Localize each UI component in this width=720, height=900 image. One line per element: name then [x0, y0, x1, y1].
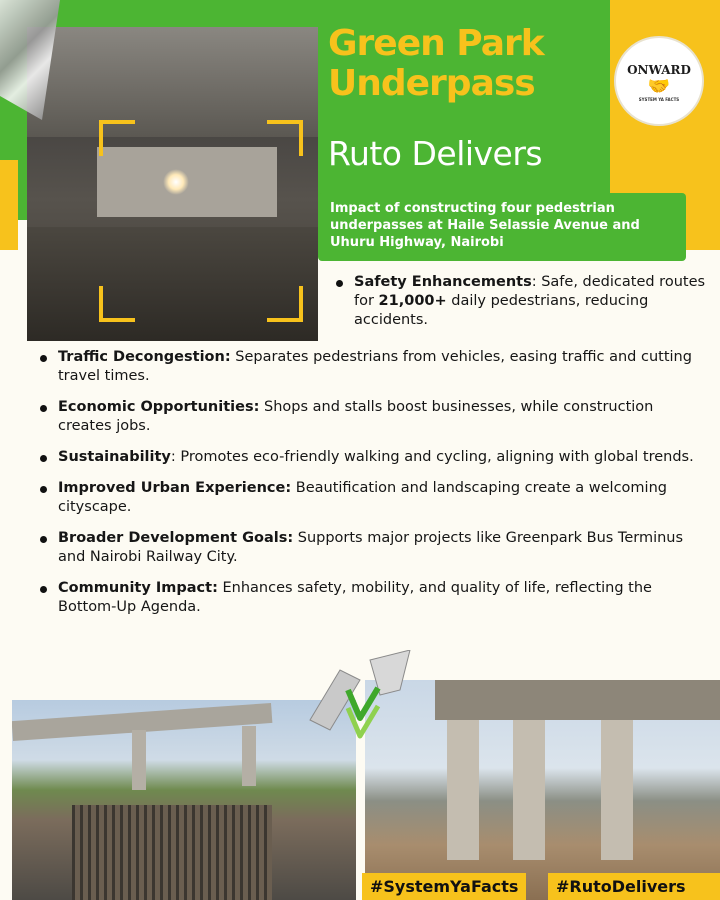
underpass-interior-photo	[27, 27, 318, 341]
flyover-column	[447, 720, 479, 860]
arrow-decoration-icon	[300, 650, 420, 750]
logo-wordmark: ONWARD	[627, 62, 691, 77]
viewfinder-corner-top-left	[99, 120, 135, 156]
list-item: Broader Development Goals: Supports major projects like Greenpark Bus Terminus and Nairobi Railway City.	[38, 529, 708, 567]
logo-tagline: SYSTEM YA FACTS	[638, 96, 680, 102]
viewfinder-corner-bottom-left	[99, 286, 135, 322]
flyover-column	[513, 720, 545, 860]
viewfinder-frame	[99, 120, 303, 322]
hashtag-ruto-delivers: #RutoDelivers	[548, 873, 720, 900]
list-item: Safety Enhancements: Safe, dedicated routes for 21,000+ daily pedestrians, reducing accidents.	[334, 273, 714, 330]
viewfinder-corner-bottom-right	[267, 286, 303, 322]
impact-heading-box: Impact of constructing four pedestrian underpasses at Haile Selassie Avenue and Uhuru Highway, Nairobi	[318, 193, 686, 261]
rebar-grid	[72, 805, 272, 900]
bullet-list-main	[38, 348, 708, 629]
yellow-background-left	[0, 160, 18, 250]
flyover-deck	[435, 680, 720, 720]
list-item: Traffic Decongestion: Separates pedestrians from vehicles, easing traffic and cutting travel times.	[38, 348, 708, 386]
bridge-pillar	[242, 726, 256, 786]
list-item: Sustainability: Promotes eco-friendly walking and cycling, aligning with global trends.	[38, 448, 708, 467]
page-subtitle: Ruto Delivers	[328, 134, 543, 173]
bridge-pillar	[132, 730, 146, 790]
list-item: Improved Urban Experience: Beautification and landscaping create a welcoming cityscape.	[38, 479, 708, 517]
handshake-icon: 🤝	[647, 75, 671, 97]
page-title: Green Park Underpass	[328, 23, 544, 104]
flyover-column	[601, 720, 633, 860]
viewfinder-corner-top-right	[267, 120, 303, 156]
bullet-list-top	[334, 273, 714, 330]
onward-logo	[614, 36, 704, 126]
list-item: Economic Opportunities: Shops and stalls boost businesses, while construction creates jobs.	[38, 398, 708, 436]
list-item: Community Impact: Enhances safety, mobility, and quality of life, reflecting the Bottom-Up Agenda.	[38, 579, 708, 617]
hashtag-system-ya-facts: #SystemYaFacts	[362, 873, 526, 900]
